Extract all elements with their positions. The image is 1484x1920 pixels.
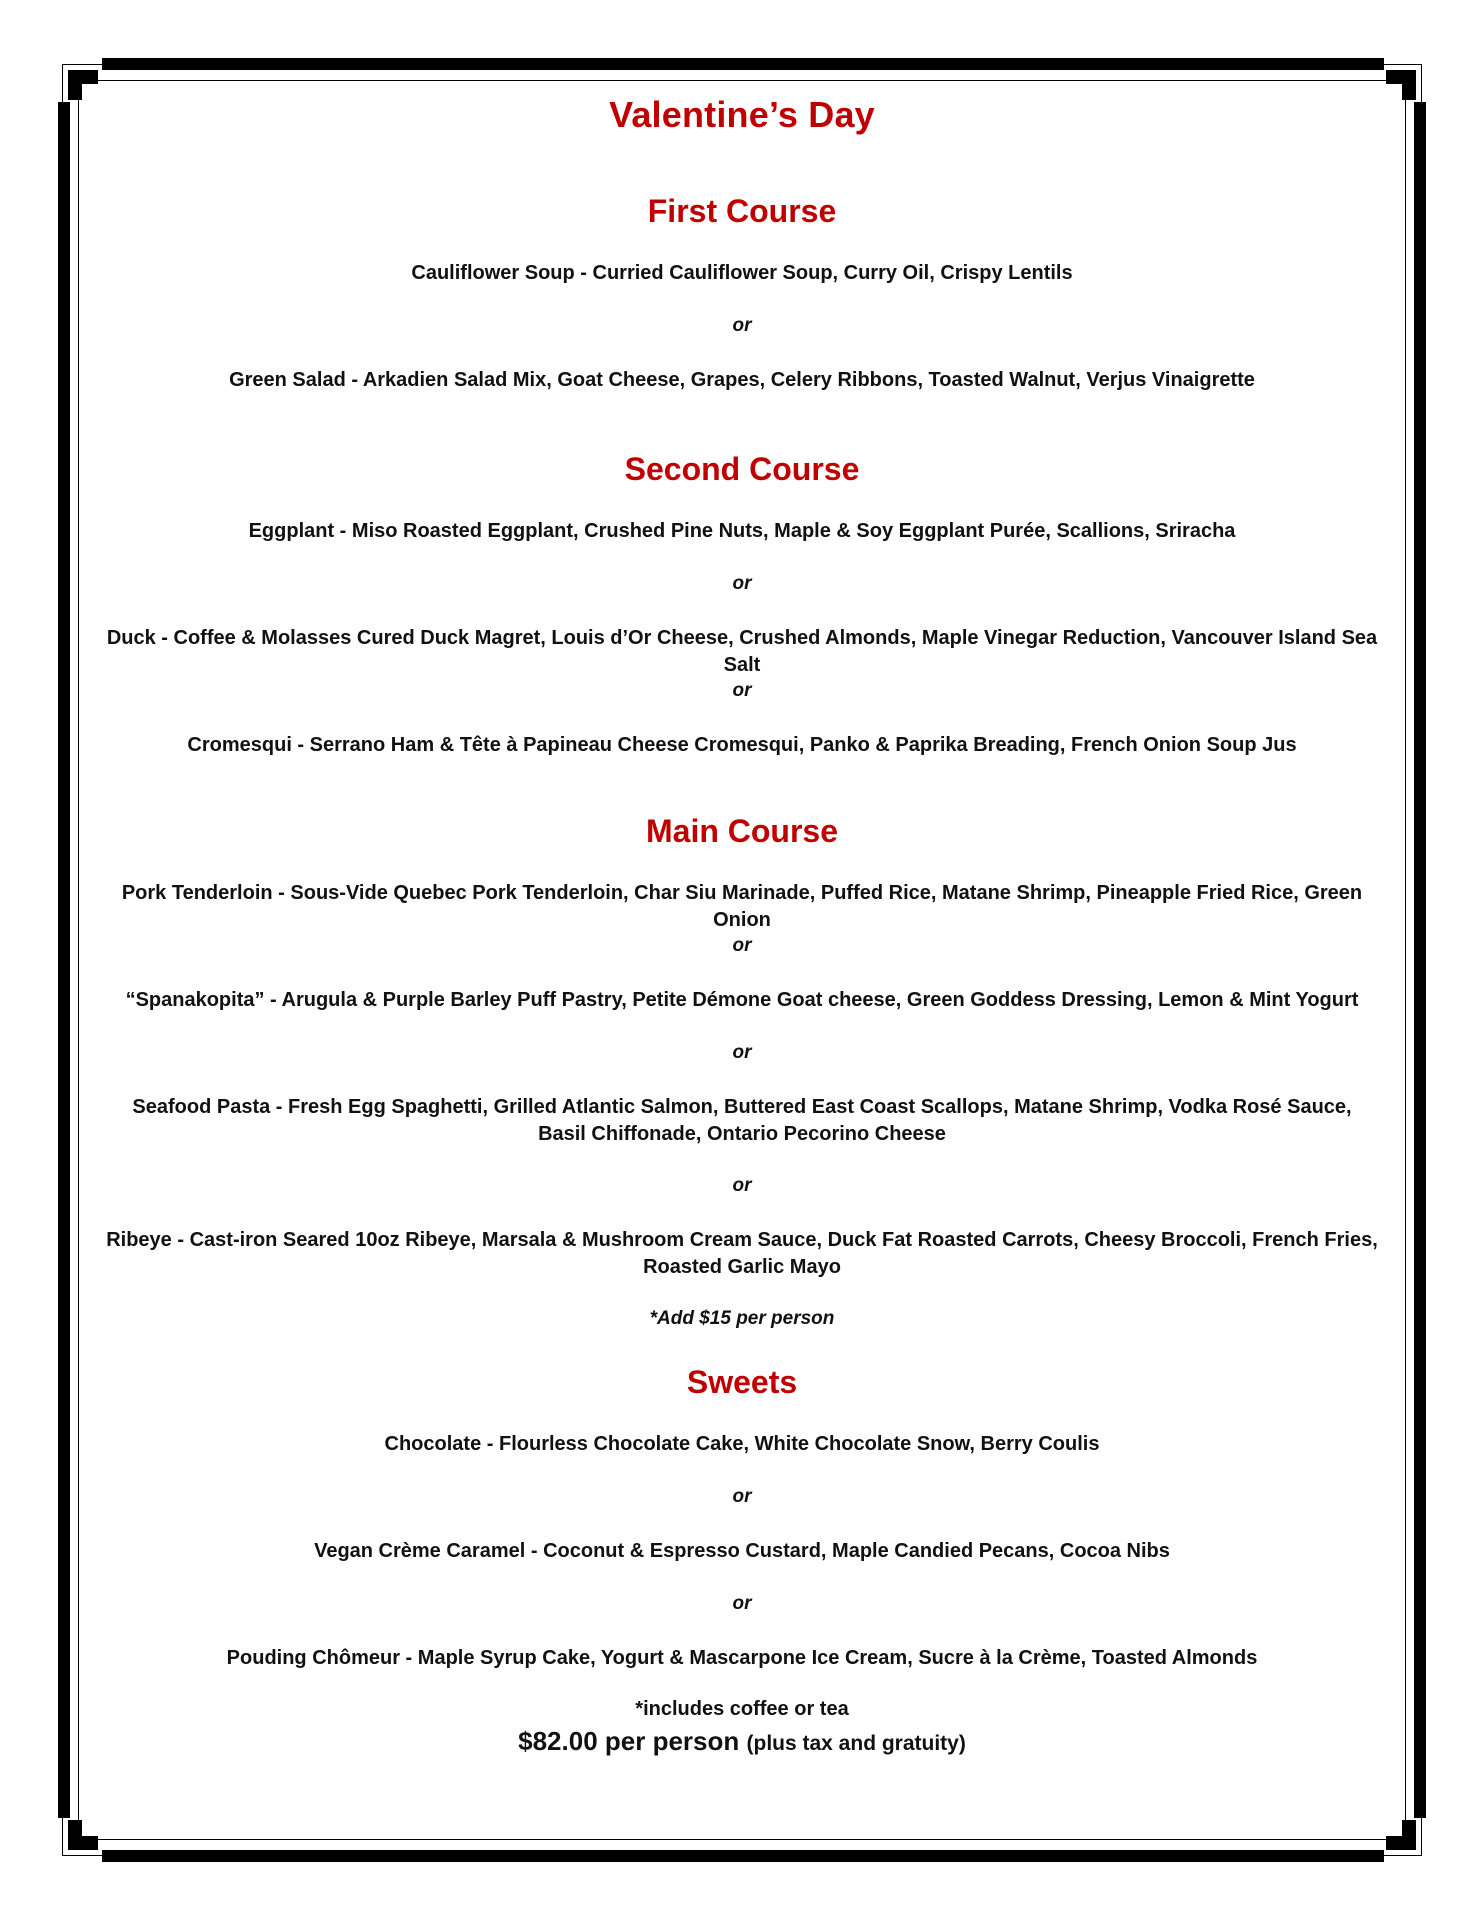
menu-item: Duck - Coffee & Molasses Cured Duck Magret, Louis d’Or Cheese, Crushed Almonds, Maple Vinegar Reduction, Vancouver Island Sea Salt xyxy=(106,627,1378,676)
menu-item: “Spanakopita” - Arugula & Purple Barley Puff Pastry, Petite Démone Goat cheese, Green Goddess Dressing, Lemon & Mint Yogurt xyxy=(125,989,1359,1011)
item-desc: Serrano Ham & Tête à Papineau Cheese Cromesqui, Panko & Paprika Breading, French Onion Soup Jus xyxy=(309,734,1297,756)
or-divider: or xyxy=(732,680,752,701)
item-desc: Coconut & Espresso Custard, Maple Candied Pecans, Cocoa Nibs xyxy=(543,1540,1170,1562)
or-divider: or xyxy=(732,1042,752,1063)
sweets-heading: Sweets xyxy=(686,1364,798,1400)
page-title: Valentine’s Day xyxy=(609,94,875,135)
item-name: Pouding Chômeur xyxy=(226,1647,400,1669)
menu-item: Vegan Crème Caramel - Coconut & Espresso Custard, Maple Candied Pecans, Cocoa Nibs xyxy=(314,1540,1170,1562)
menu-item: Eggplant - Miso Roasted Eggplant, Crushed Pine Nuts, Maple & Soy Eggplant Purée, Scallions, Sriracha xyxy=(248,520,1236,542)
item-name: Pork Tenderloin xyxy=(121,882,273,904)
item-name: Eggplant xyxy=(248,520,335,542)
item-desc: Arkadien Salad Mix, Goat Cheese, Grapes, Celery Ribbons, Toasted Walnut, Verjus Vinaigrette xyxy=(362,369,1255,391)
item-desc: Sous-Vide Quebec Pork Tenderloin, Char Siu Marinade, Puffed Rice, Matane Shrimp, Pineapple Fried Rice, Green Onion xyxy=(290,882,1363,931)
item-desc: Flourless Chocolate Cake, White Chocolate Snow, Berry Coulis xyxy=(498,1433,1100,1455)
menu-item: Ribeye - Cast-iron Seared 10oz Ribeye, Marsala & Mushroom Cream Sauce, Duck Fat Roasted Carrots, Cheesy Broccoli, French Fries, Roasted Garlic Mayo xyxy=(106,1229,1378,1278)
item-name: Cromesqui xyxy=(187,734,292,756)
menu-item: Seafood Pasta - Fresh Egg Spaghetti, Grilled Atlantic Salmon, Buttered East Coast Scallops, Matane Shrimp, Vodka Rosé Sauce, Basil Chiffonade, Ontario Pecorino Cheese xyxy=(132,1096,1352,1145)
item-desc: Cast-iron Seared 10oz Ribeye, Marsala & Mushroom Cream Sauce, Duck Fat Roasted Carrots, Cheesy Broccoli, French Fries, xyxy=(189,1229,1378,1251)
item-desc: Arugula & Purple Barley Puff Pastry, Petite Démone Goat cheese, Green Goddess Dressing, Lemon & Mint Yogurt xyxy=(281,989,1359,1011)
price-suffix: (plus tax and gratuity) xyxy=(746,1732,966,1755)
price-note: *Add $15 per person xyxy=(649,1308,835,1329)
item-name: Chocolate xyxy=(384,1433,482,1455)
or-divider: or xyxy=(732,935,752,956)
first-course-heading: First Course xyxy=(647,193,837,229)
menu-item: Green Salad - Arkadien Salad Mix, Goat Cheese, Grapes, Celery Ribbons, Toasted Walnut, Verjus Vinaigrette xyxy=(229,369,1255,391)
item-name: Duck xyxy=(106,627,156,649)
item-desc: Miso Roasted Eggplant, Crushed Pine Nuts, Maple & Soy Eggplant Purée, Scallions, Sriracha xyxy=(351,520,1236,542)
item-desc: Coffee & Molasses Cured Duck Magret, Louis d’Or Cheese, Crushed Almonds, Maple Vinegar Reduction, Vancouver Island Sea Salt xyxy=(173,627,1378,676)
item-name: “Spanakopita” xyxy=(125,989,265,1011)
item-name: Cauliflower Soup xyxy=(411,262,575,284)
price-amount: $82.00 per person xyxy=(518,1726,740,1756)
item-name: Seafood Pasta xyxy=(132,1096,271,1118)
second-course-heading: Second Course xyxy=(624,451,860,487)
item-name: Green Salad xyxy=(229,369,346,391)
menu-item: Chocolate - Flourless Chocolate Cake, White Chocolate Snow, Berry Coulis xyxy=(384,1433,1100,1455)
item-desc-line2: Roasted Garlic Mayo xyxy=(643,1256,841,1278)
includes-note: *includes coffee or tea xyxy=(635,1698,849,1720)
item-desc: Maple Syrup Cake, Yogurt & Mascarpone Ice Cream, Sucre à la Crème, Toasted Almonds xyxy=(417,1647,1258,1669)
main-course-heading: Main Course xyxy=(645,813,839,849)
price-line xyxy=(100,1726,1384,1757)
item-desc: Fresh Egg Spaghetti, Grilled Atlantic Salmon, Buttered East Coast Scallops, Matane Shrimp, Vodka Rosé Sauce, xyxy=(288,1096,1352,1118)
or-divider: or xyxy=(732,1593,752,1614)
menu-item: Cauliflower Soup - Curried Cauliflower Soup, Curry Oil, Crispy Lentils xyxy=(411,262,1073,284)
item-desc: Curried Cauliflower Soup, Curry Oil, Crispy Lentils xyxy=(592,262,1073,284)
item-name: Ribeye xyxy=(106,1229,172,1251)
menu-item: Cromesqui - Serrano Ham & Tête à Papineau Cheese Cromesqui, Panko & Paprika Breading, French Onion Soup Jus xyxy=(187,734,1297,756)
or-divider: or xyxy=(732,1486,752,1507)
menu-item: Pouding Chômeur - Maple Syrup Cake, Yogurt & Mascarpone Ice Cream, Sucre à la Crème, Toasted Almonds xyxy=(226,1647,1258,1669)
or-divider: or xyxy=(732,315,752,336)
or-divider: or xyxy=(732,573,752,594)
item-name: Vegan Crème Caramel xyxy=(314,1540,526,1562)
menu-item: Pork Tenderloin - Sous-Vide Quebec Pork Tenderloin, Char Siu Marinade, Puffed Rice, Matane Shrimp, Pineapple Fried Rice, Green Onion xyxy=(121,882,1363,931)
or-divider: or xyxy=(732,1175,752,1196)
item-desc-line2: Basil Chiffonade, Ontario Pecorino Cheese xyxy=(538,1123,946,1145)
